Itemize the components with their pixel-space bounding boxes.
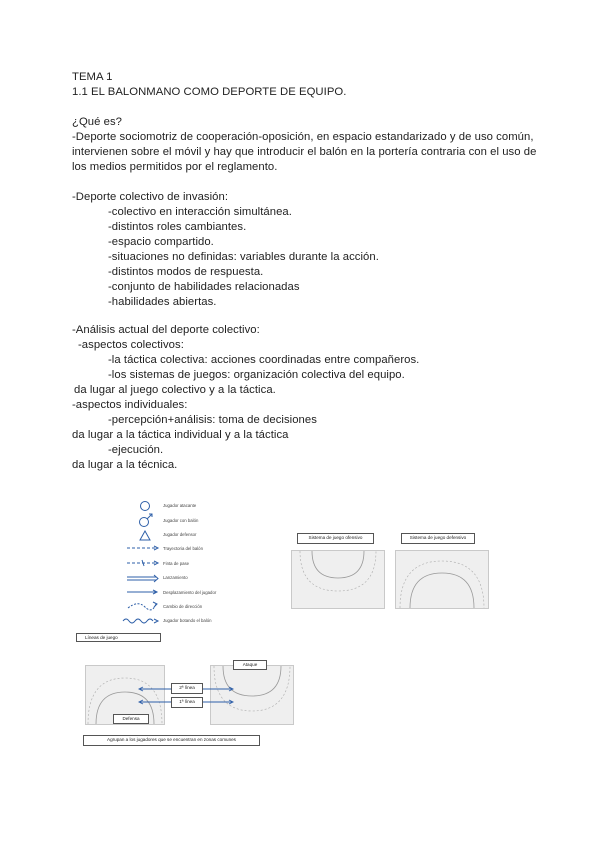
legend-label: Jugador atacante (163, 503, 197, 508)
list-item: -situaciones no definidas: variables durante la acción. (108, 251, 379, 263)
legend-label: Jugador botando el balón (163, 618, 212, 623)
list-item: -distintos modos de respuesta. (108, 266, 264, 278)
paragraph-line: -aspectos individuales: (72, 399, 188, 411)
list-item: -distintos roles cambiantes. (108, 221, 247, 233)
paragraph-line: -Deporte colectivo de invasión: (72, 191, 229, 203)
list-item: -ejecución. (108, 444, 164, 456)
defense-label: Defensa (113, 714, 149, 724)
legend-label: Finta de pase (163, 561, 190, 566)
heading-tema: TEMA 1 (72, 71, 113, 83)
list-item: -percepción+análisis: toma de decisiones (108, 414, 317, 426)
paragraph-line: -Análisis actual del deporte colectivo: (72, 324, 260, 336)
list-item: -los sistemas de juegos: organización colectiva del equipo. (108, 369, 405, 381)
legend-label: Trayectoria del balón (163, 546, 203, 551)
paragraph-line: -aspectos colectivos: (78, 339, 184, 351)
legend-label: Jugador defensor (163, 532, 197, 537)
list-item: -colectivo en interacción simultánea. (108, 206, 292, 218)
attack-system-title: Sistema de juego ofensivo (297, 533, 374, 544)
legend-label: Jugador con balón (163, 518, 199, 523)
paragraph-line: -Deporte sociomotriz de cooperación-oposición, en espacio estandarizado y de uso común, (72, 131, 534, 143)
legend-label: Cambio de dirección (163, 604, 203, 609)
legend-label: Lanzamiento (163, 575, 188, 580)
paragraph-line: da lugar al juego colectivo y a la táctica. (74, 384, 276, 396)
list-item: -conjunto de habilidades relacionadas (108, 281, 300, 293)
attack-label: Ataque (233, 660, 267, 670)
legend-label: Desplazamiento del jugador (163, 590, 217, 595)
defense-system-title: Sistema de juego defensivo (401, 533, 475, 544)
paragraph-line: da lugar a la técnica. (72, 459, 178, 471)
lines-title: Líneas de juego (76, 633, 161, 642)
second-line-label: 2ª línea (171, 683, 203, 694)
paragraph-line: intervienen sobre el móvil y hay que introducir el balón en la portería contraria con el uso de (72, 146, 537, 158)
first-line-label: 1ª línea (171, 697, 203, 708)
list-item: -habilidades abiertas. (108, 296, 217, 308)
lines-caption: Agrupan a los jugadores que se encuentran en zonas comunes (83, 735, 260, 746)
heading-section: 1.1 EL BALONMANO COMO DEPORTE DE EQUIPO. (72, 86, 347, 98)
list-item: -la táctica colectiva: acciones coordinadas entre compañeros. (108, 354, 420, 366)
list-item: -espacio compartido. (108, 236, 214, 248)
paragraph-line: los medios permitidos por el reglamento. (72, 161, 278, 173)
paragraph-line: ¿Qué es? (72, 116, 123, 128)
paragraph-line: da lugar a la táctica individual y a la táctica (72, 429, 289, 441)
